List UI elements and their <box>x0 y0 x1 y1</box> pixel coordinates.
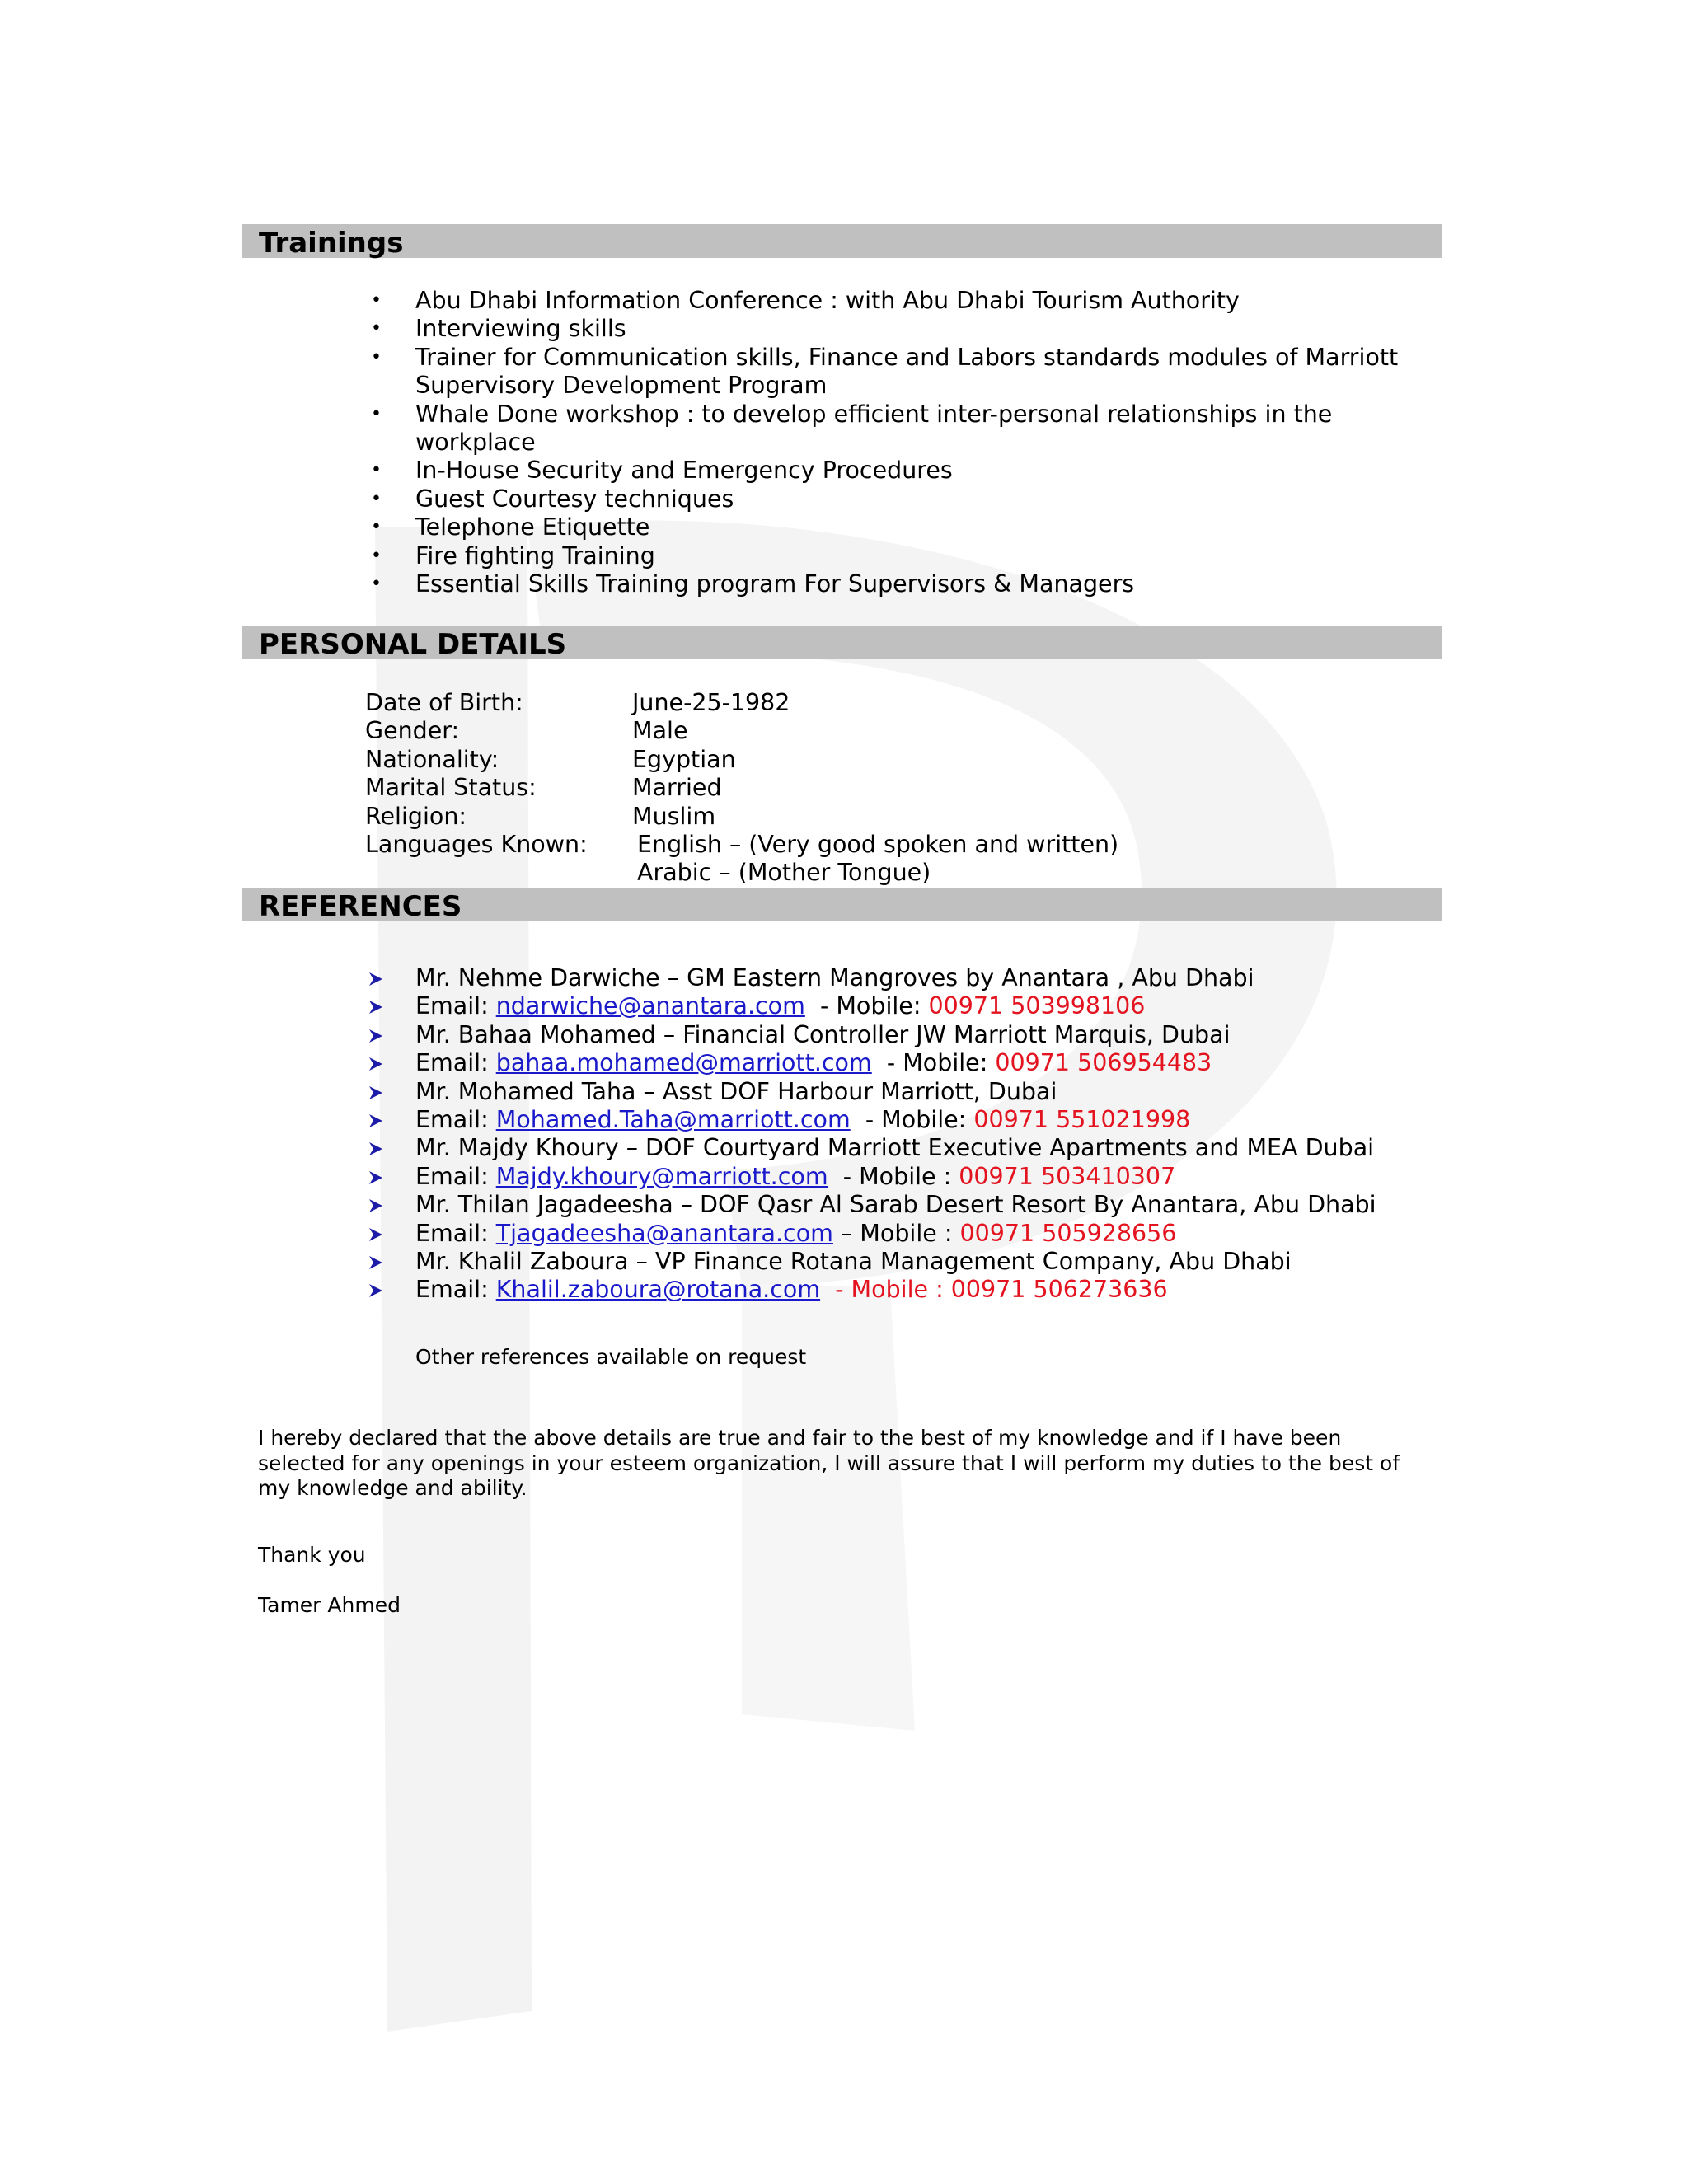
declaration-line: my knowledge and ability. <box>258 1476 528 1500</box>
bullet-dot-icon: • <box>371 488 382 509</box>
reference-contact-row <box>363 1163 1376 1191</box>
bullet-dot-icon: • <box>371 574 382 595</box>
mobile-label: - Mobile : <box>828 1162 959 1190</box>
email-link[interactable]: ndarwiche@anantara.com <box>495 992 805 1020</box>
nationality-label: Nationality: <box>365 745 499 773</box>
trainings-list <box>363 287 1398 598</box>
email-prefix: Email: <box>415 1276 496 1304</box>
bullet-dot-icon: • <box>371 460 382 481</box>
bullet-dot-icon: • <box>371 290 382 311</box>
email-link[interactable]: bahaa.mohamed@marriott.com <box>495 1049 872 1077</box>
reference-name-row: Mr. Majdy Khoury – DOF Courtyard Marriott Executive Apartments and MEA Dubai <box>363 1134 1376 1162</box>
email-prefix: Email: <box>415 1049 496 1077</box>
declaration-line: selected for any openings in your esteem organization, I will assure that I will perform my duties to the best of <box>258 1451 1400 1475</box>
reference-name-row: Mr. Thilan Jagadeesha – DOF Qasr Al Sarab Desert Resort By Anantara, Abu Dhabi <box>363 1191 1376 1219</box>
reference-contact-row <box>363 1220 1376 1248</box>
references-section-header <box>242 888 1442 921</box>
marital-status-label: Marital Status: <box>365 774 537 802</box>
trainings-title: Trainings <box>259 227 404 260</box>
mobile-label: - Mobile: <box>850 1106 974 1134</box>
trainings-section-header <box>242 224 1442 258</box>
dob-label: Date of Birth: <box>365 689 523 716</box>
bullet-dot-icon: • <box>371 517 382 538</box>
training-item: • Telephone Etiquette <box>371 513 650 541</box>
religion-value: Muslim <box>632 802 716 830</box>
religion-label: Religion: <box>365 802 467 830</box>
thank-you-text: Thank you <box>258 1543 366 1567</box>
mobile-number: 00971 505928656 <box>959 1219 1177 1247</box>
dob-value: June-25-1982 <box>632 689 790 716</box>
languages-label: Languages Known: <box>365 830 588 858</box>
bullet-dot-icon: • <box>371 545 382 566</box>
gender-label: Gender: <box>365 717 460 745</box>
marital-status-value: Married <box>632 774 722 802</box>
arrow-bullet-icon <box>368 1282 384 1299</box>
arrow-bullet-icon <box>368 971 384 987</box>
reference-name-row: Mr. Khalil Zaboura – VP Finance Rotana Management Company, Abu Dhabi <box>363 1248 1376 1276</box>
mobile-label: – Mobile : <box>832 1219 960 1247</box>
declaration-line: I hereby declared that the above details are true and fair to the best of my knowledge and if I have been <box>258 1426 1342 1450</box>
reference-contact-row <box>363 992 1376 1020</box>
reference-contact-row <box>363 1106 1376 1134</box>
arrow-bullet-icon <box>368 1141 384 1157</box>
arrow-bullet-icon <box>368 1028 384 1044</box>
email-prefix: Email: <box>415 1106 496 1134</box>
bullet-dot-icon: • <box>371 403 382 424</box>
other-references-note: Other references available on request <box>415 1345 807 1369</box>
reference-contact-row <box>363 1049 1376 1077</box>
training-item: • Interviewing skills <box>371 315 626 343</box>
training-item: • Trainer for Communication skills, Finance and Labors standards modules of Marriott Supervisory Development Program <box>371 343 1399 400</box>
training-item: • Fire fighting Training <box>371 541 655 569</box>
training-item: • Guest Courtesy techniques <box>371 485 734 513</box>
arrow-bullet-icon <box>368 1113 384 1129</box>
mobile-number: 00971 503410307 <box>959 1162 1176 1190</box>
email-link[interactable]: Mohamed.Taha@marriott.com <box>495 1106 851 1134</box>
personal-details-section-header <box>242 626 1442 659</box>
mobile-number: 00971 503998106 <box>928 992 1146 1020</box>
reference-name-row: Mr. Nehme Darwiche – GM Eastern Mangroves by Anantara , Abu Dhabi <box>363 964 1376 992</box>
arrow-bullet-icon <box>368 999 384 1015</box>
arrow-bullet-icon <box>368 1226 384 1243</box>
gender-value: Male <box>632 717 688 745</box>
references-title: REFERENCES <box>259 890 462 923</box>
email-prefix: Email: <box>415 1162 496 1190</box>
personal-details-title: PERSONAL DETAILS <box>259 628 567 661</box>
bullet-dot-icon: • <box>371 346 382 368</box>
arrow-bullet-icon <box>368 1056 384 1072</box>
language-english: English – (Very good spoken and written) <box>637 830 1119 858</box>
nationality-value: Egyptian <box>632 745 736 773</box>
bullet-dot-icon: • <box>371 318 382 340</box>
references-list <box>363 964 1376 1305</box>
mobile-label: - Mobile: <box>871 1049 996 1077</box>
arrow-bullet-icon <box>368 1197 384 1214</box>
reference-contact-row <box>363 1276 1376 1304</box>
signature-name: Tamer Ahmed <box>258 1593 401 1617</box>
training-item: • In-House Security and Emergency Procedures <box>371 457 953 485</box>
mobile-number: 00971 506954483 <box>995 1049 1212 1077</box>
email-link[interactable]: Khalil.zaboura@rotana.com <box>495 1276 821 1304</box>
declaration-paragraph <box>258 1426 1400 1502</box>
email-link[interactable]: Majdy.khoury@marriott.com <box>495 1162 828 1190</box>
training-item: • Whale Done workshop : to develop efficient inter-personal relationships in the workplace <box>371 400 1333 457</box>
email-prefix: Email: <box>415 992 496 1020</box>
email-prefix: Email: <box>415 1219 496 1247</box>
arrow-bullet-icon <box>368 1085 384 1101</box>
training-item: • Abu Dhabi Information Conference : with Abu Dhabi Tourism Authority <box>371 287 1240 314</box>
arrow-bullet-icon <box>368 1169 384 1186</box>
training-item: • Essential Skills Training program For Supervisors & Managers <box>371 570 1135 598</box>
reference-name-row: Mr. Bahaa Mohamed – Financial Controller JW Marriott Marquis, Dubai <box>363 1021 1376 1049</box>
mobile-number: - Mobile : 00971 506273636 <box>820 1276 1168 1304</box>
mobile-number: 00971 551021998 <box>973 1106 1191 1134</box>
arrow-bullet-icon <box>368 1254 384 1271</box>
email-link[interactable]: Tjagadeesha@anantara.com <box>495 1219 833 1247</box>
mobile-label: - Mobile: <box>804 992 929 1020</box>
language-arabic: Arabic – (Mother Tongue) <box>637 859 931 887</box>
reference-name-row: Mr. Mohamed Taha – Asst DOF Harbour Marriott, Dubai <box>363 1078 1376 1106</box>
